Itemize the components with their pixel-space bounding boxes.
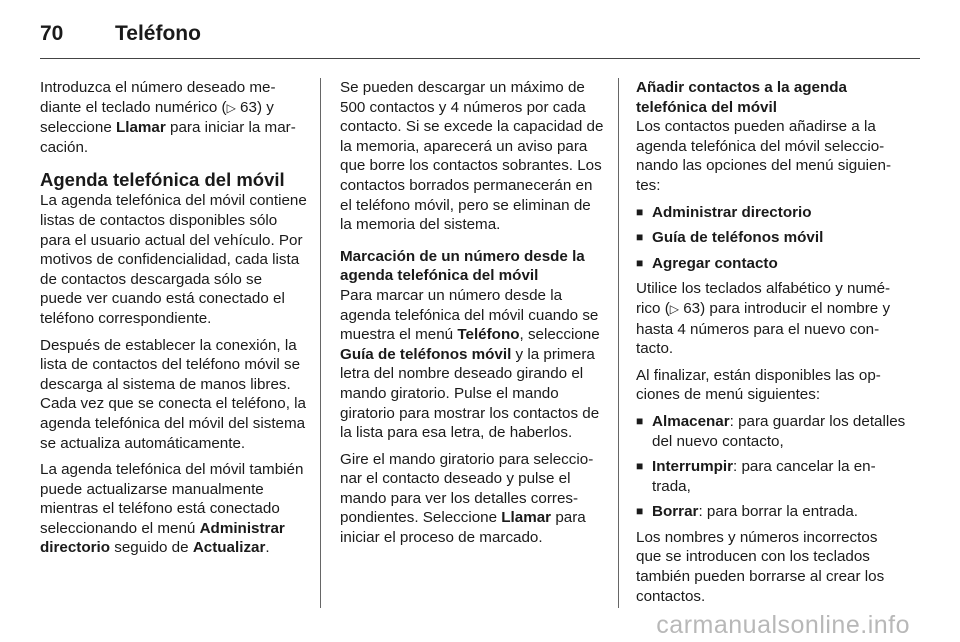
paragraph: Gire el mando giratorio para seleccionar el contacto deseado y pulse el mando para ver los detalles correspondientes. Seleccione Llamar para iniciar el proceso de marcado. — [340, 450, 594, 547]
menu-options-list — [636, 412, 906, 522]
paragraph: Para marcar un número desde la agenda telefónica del móvil cuando se muestra el menú Teléfono, seleccione Guía de teléfonos móvil y la primera letra del nombre deseado girando el mando giratorio. Pulse el mando giratorio para mostrar los contactos de la lista para esa letra, de haberlos. — [340, 286, 600, 442]
header-rule — [40, 58, 920, 59]
list-item: ■ Borrar: para borrar la entrada. — [636, 502, 906, 522]
column-1 — [40, 78, 308, 565]
paragraph-intro: Introduzca el número deseado mediante el teclado numérico (▷ 63) y seleccione Llamar para iniciar la marcación. — [40, 79, 296, 156]
paragraph: La agenda telefónica del móvil también puede actualizarse manualmente mientras el teléfono está conectado seleccionando el menú Administrar directorio seguido de Actualizar. — [40, 461, 304, 557]
list-item: ■ Almacenar: para guardar los detalles del nuevo contacto, — [636, 412, 906, 451]
paragraph: Después de establecer la conexión, la lista de contactos del teléfono móvil se descarga al sistema de manos libres. Cada vez que se conecta el teléfono, la agenda telefónica del móvil del sistema se actualiza automáticamente. — [40, 336, 306, 452]
page-title: Teléfono — [115, 22, 201, 45]
column-3 — [636, 78, 906, 613]
subsection-title: Añadir contactos a la agenda telefónica del móvil — [636, 79, 847, 116]
paragraph: Los contactos pueden añadirse a la agenda telefónica del móvil seleccionando las opciones del menú siguientes: — [636, 118, 891, 194]
paragraph: Se pueden descargar un máximo de 500 contactos y 4 números por cada contacto. Si se excede la capacidad de la memoria, aparecerá un aviso para que borre los contactos sobrantes. Los contactos borrados permanecerán en el teléfono móvil, pero se eliminan de la memoria del sistema. — [340, 79, 604, 234]
options-list — [636, 203, 906, 274]
paragraph: Los nombres y números incorrectos que se introducen con los teclados también pueden borrarse al crear los contactos. — [636, 528, 885, 605]
column-2 — [340, 78, 604, 555]
column-divider-1 — [320, 78, 321, 608]
list-item: ■ Agregar contacto — [636, 254, 906, 274]
arrow-right-icon: ▷ — [226, 100, 236, 115]
page-number: 70 — [40, 22, 64, 45]
paragraph: La agenda telefónica del móvil contiene listas de contactos disponibles sólo para el usuario actual del vehículo. Por motivos de confidencialidad, cada lista de contactos descargada sólo se puede ver cuando está conectado el teléfono correspondiente. — [40, 192, 307, 327]
page-header — [40, 14, 201, 54]
list-item: ■ Administrar directorio — [636, 203, 906, 223]
arrow-right-icon: ▷ — [669, 301, 679, 316]
list-item: ■ Guía de teléfonos móvil — [636, 228, 906, 248]
section-title: Agenda telefónica del móvil — [40, 169, 285, 191]
paragraph: Al finalizar, están disponibles las opciones de menú siguientes: — [636, 366, 881, 404]
paragraph: Utilice los teclados alfabético y numérico (▷ 63) para introducir el nombre y hasta 4 números para el nuevo contacto. — [636, 280, 891, 358]
subsection-title: Marcación de un número desde la agenda telefónica del móvil — [340, 247, 585, 285]
list-item: ■ Interrumpir: para cancelar la entrada, — [636, 457, 906, 496]
watermark: carmanualsonline.info — [656, 611, 910, 639]
column-divider-2 — [618, 78, 619, 608]
